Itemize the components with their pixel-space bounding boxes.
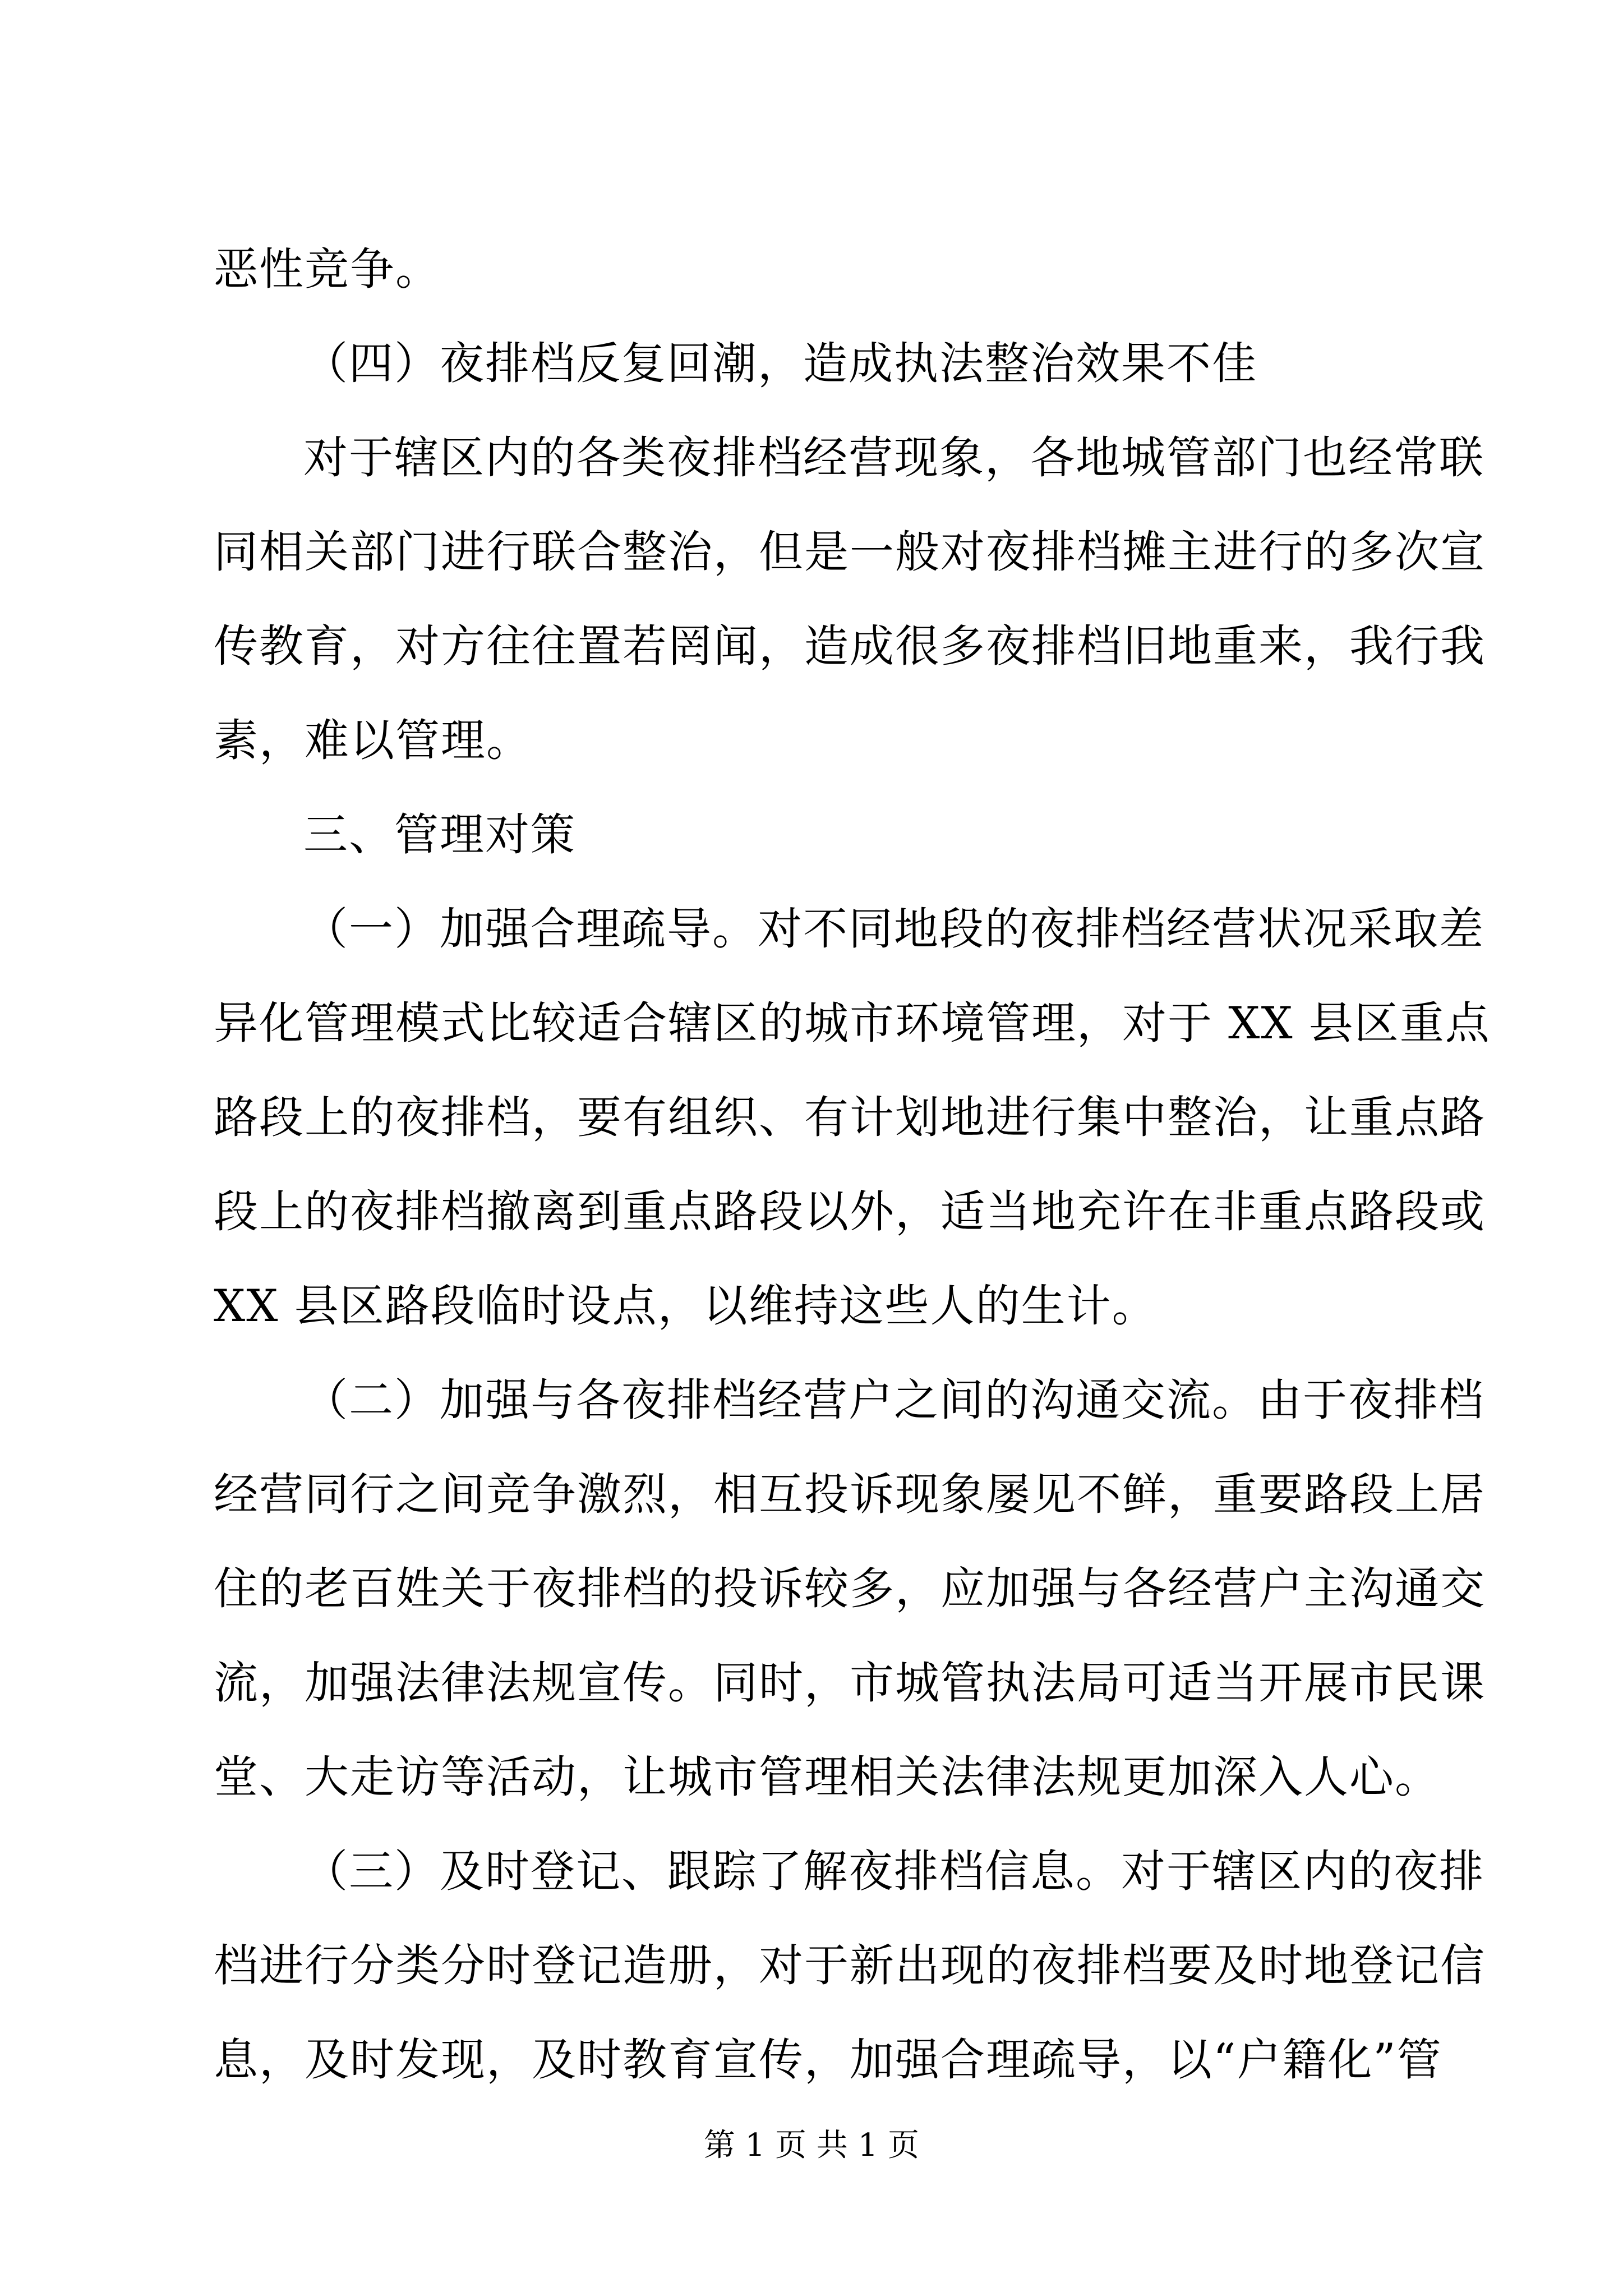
text-line: 堂、大走访等活动，让城市管理相关法律法规更加深入人心。 (214, 1751, 1440, 1803)
text-line: （三）及时登记、跟踪了解夜排档信息。对于辖区内的夜排 (303, 1846, 1484, 1897)
text-line: （一）加强合理疏导。对不同地段的夜排档经营状况采取差 (303, 903, 1484, 955)
text-line: 同相关部门进行联合整治，但是一般对夜排档摊主进行的多次宣 (214, 526, 1486, 578)
text-line: 住的老百姓关于夜排档的投诉较多，应加强与各经营户主沟通交 (214, 1563, 1486, 1614)
text-line: （二）加强与各夜排档经营户之间的沟通交流。由于夜排档 (303, 1374, 1484, 1426)
text-line: 恶性竞争。 (214, 243, 441, 295)
text-line: 素，难以管理。 (214, 715, 532, 766)
text-line: 路段上的夜排档，要有组织、有计划地进行集中整治，让重点路 (214, 1092, 1486, 1143)
text-line: 对于辖区内的各类夜排档经营现象，各地城管部门也经常联 (303, 432, 1484, 484)
text-line: 息，及时发现，及时教育宣传，加强合理疏导，以“户籍化”管 (214, 2034, 1442, 2086)
text-line: 段上的夜排档撤离到重点路段以外，适当地充许在非重点路段或 (214, 1186, 1486, 1237)
text-line: XX 县区路段临时设点，以维持这些人的生计。 (214, 1280, 1158, 1332)
text-line: 流，加强法律法规宣传。同时，市城管执法局可适当开展市民课 (214, 1657, 1486, 1709)
text-line: 档进行分类分时登记造册，对于新出现的夜排档要及时地登记信 (214, 1940, 1486, 1991)
section-heading: （四）夜排档反复回潮，造成执法整治效果不佳 (303, 338, 1257, 389)
section-heading: 三、管理对策 (303, 809, 576, 861)
text-line: 传教育，对方往往置若罔闻，造成很多夜排档旧地重来，我行我 (214, 620, 1486, 672)
text-line: 经营同行之间竞争激烈，相互投诉现象屡见不鲜，重要路段上居 (214, 1469, 1486, 1520)
page-footer: 第 1 页 共 1 页 (703, 2127, 920, 2164)
text-line: 异化管理模式比较适合辖区的城市环境管理，对于 XX 县区重点 (214, 997, 1491, 1049)
